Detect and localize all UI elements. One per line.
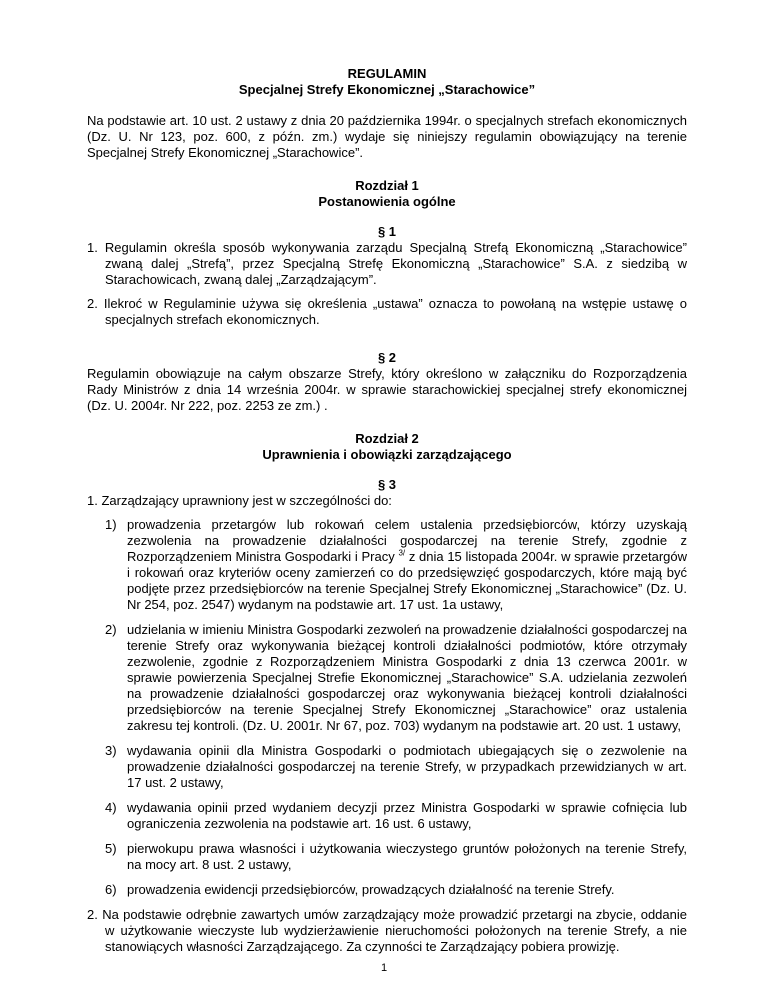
section-2-heading: § 2 <box>377 350 397 365</box>
section-3-heading: § 3 <box>377 477 397 492</box>
list-item <box>87 622 687 734</box>
list-item-text: wydawania opinii przed wydaniem decyzji przez Ministra Gospodarki w sprawie cofnięcia lub ograniczenia zezwolenia na podstawie art. 16 ust. 6 ustawy, <box>127 800 687 831</box>
list-item <box>87 800 687 832</box>
footnote-marker: 3/ <box>398 548 406 558</box>
section-3-point-2: 2. Na podstawie odrębnie zawartych umów zarządzający może prowadzić przetargi na zbycie, oddanie w użytkowanie wieczyste lub wydzierżawienie nieruchomości położonych na terenie Strefy, a nie stanowiących własności Zarządzającego. Za czynności te Zarządzający pobiera prowizję. <box>87 907 687 954</box>
list-item <box>87 882 687 898</box>
chapter-2-title: Uprawnienia i obowiązki zarządzającego <box>262 447 512 462</box>
section-1-point-1: 1. Regulamin określa sposób wykonywania zarządu Specjalną Strefą Ekonomiczną „Starachowice” zwaną dalej „Strefą”, przez Specjalną Strefę Ekonomiczną „Starachowice” S.A. z siedzibą w Starachowicach, zwaną dalej „Zarządzającym”. <box>87 240 687 287</box>
section-3-lead: 1. Zarządzający uprawniony jest w szczególności do: <box>87 493 392 508</box>
chapter-2-number: Rozdział 2 <box>355 431 419 446</box>
document-body <box>87 66 687 955</box>
list-item-text: prowadzenia ewidencji przedsiębiorców, prowadzących działalność na terenie Strefy. <box>127 882 615 897</box>
list-item-text-continued: z dnia 15 listopada 2004r. w sprawie przetargów i rokowań oraz kryteriów oceny zamierzeń co do przedsięwzięć gospodarczych, które mają być podjęte przez przedsiębiorców na terenie Specjalnej Strefy Ekonomicznej „Starachowice” (Dz. U. Nr 254, poz. 2547) wydanym na podstawie art. 17 ust. 1a ustawy, <box>127 549 687 612</box>
section-2-text: Regulamin obowiązuje na całym obszarze Strefy, który określono w załączniku do Rozporządzenia Rady Ministrów z dnia 14 września 2004r. w sprawie starachowickiej specjalnej strefy ekonomicznej (Dz. U. 2004r. Nr 222, poz. 2253 ze zm.) . <box>87 366 687 413</box>
intro-paragraph: Na podstawie art. 10 ust. 2 ustawy z dnia 20 października 1994r. o specjalnych strefach ekonomicznych (Dz. U. Nr 123, poz. 600, z późn. zm.) wydaje się niniejszy regulamin obowiązujący na terenie Specjalnej Strefy Ekonomicznej „Starachowice”. <box>87 113 687 160</box>
list-item-number: 4) <box>105 800 117 815</box>
section-1-point-2: 2. Ilekroć w Regulaminie używa się określenia „ustawa” oznacza to powołaną na wstępie ustawę o specjalnych strefach ekonomicznych. <box>87 296 687 327</box>
list-item-number: 1) <box>105 517 117 532</box>
section-3-list <box>87 517 687 898</box>
list-item-text: prowadzenia przetargów lub rokowań celem ustalenia przedsiębiorców, którzy uzyskają zezwolenia na prowadzenie działalności gospodarczej na terenie Strefy, zgodnie z Rozporządzeniem Ministra Gospodarki i Pracy <box>127 517 687 564</box>
list-item-text: pierwokupu prawa własności i użytkowania wieczystego gruntów położonych na terenie Strefy, na mocy art. 8 ust. 2 ustawy, <box>127 841 687 872</box>
list-item-number: 6) <box>105 882 117 897</box>
document-title-block <box>87 66 687 98</box>
page-number: 1 <box>380 962 388 974</box>
list-item <box>87 841 687 873</box>
document-title: REGULAMIN <box>347 66 427 81</box>
list-item-number: 5) <box>105 841 117 856</box>
list-item <box>87 517 687 613</box>
document-subtitle: Specjalnej Strefy Ekonomicznej „Starachowice” <box>238 82 536 97</box>
list-item-number: 3) <box>105 743 117 758</box>
list-item-text: udzielania w imieniu Ministra Gospodarki zezwoleń na prowadzenie działalności gospodarczej na terenie Strefy oraz wykonywania bieżącej kontroli działalności podmiotów, które otrzymały zezwolenie, zgodnie z Rozporządzeniem Ministra Gospodarki z dnia 13 czerwca 2001r. w sprawie powierzenia Specjalnej Strefie Ekonomicznej „Starachowice” S.A. udzielania zezwoleń na prowadzenie działalności gospodarczej oraz wykonywania bieżącej kontroli działalności przedsiębiorców na terenie Specjalnej Strefy Ekonomicznej „Starachowice” oraz ustalenia zakresu tej kontroli. (Dz. U. 2001r. Nr 67, poz. 703) wydanym na podstawie art. 20 ust. 1 ustawy, <box>127 622 687 733</box>
chapter-1-number: Rozdział 1 <box>355 178 419 193</box>
chapter-2-heading <box>87 431 687 463</box>
list-item <box>87 743 687 791</box>
section-1-heading: § 1 <box>377 224 397 239</box>
chapter-1-title: Postanowienia ogólne <box>318 194 456 209</box>
list-item-number: 2) <box>105 622 117 637</box>
chapter-1-heading <box>87 178 687 210</box>
list-item-text: wydawania opinii dla Ministra Gospodarki o podmiotach ubiegających się o zezwolenie na prowadzenie działalności gospodarczej na terenie Strefy, w przypadkach przewidzianych w art. 17 ust. 2 ustawy, <box>127 743 687 790</box>
